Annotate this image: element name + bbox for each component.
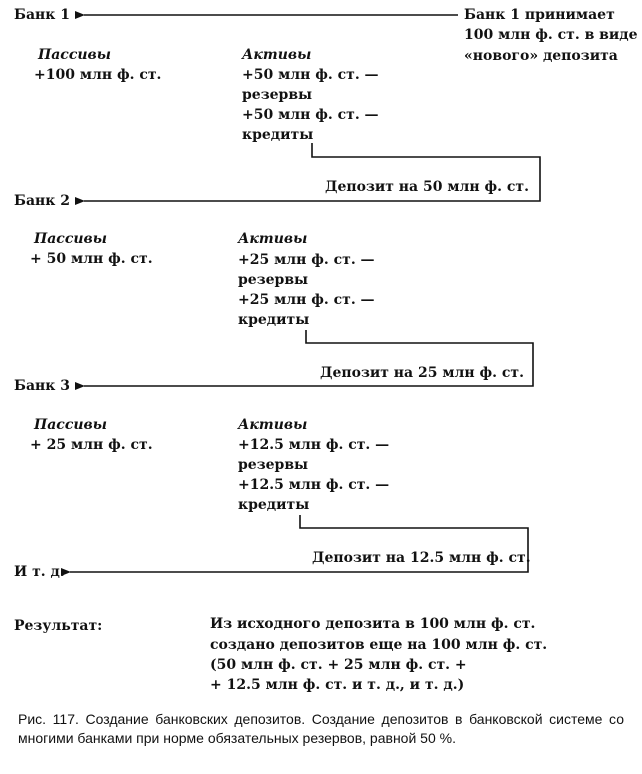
bank1-liabilities-value: +100 млн ф. ст. [34, 67, 162, 83]
deposit-12-5-label: Депозит на 12.5 млн ф. ст. [312, 550, 531, 566]
bank3-liabilities-value: + 25 млн ф. ст. [30, 437, 153, 453]
etc-label: И т. д. [14, 564, 65, 580]
bank3-label: Банк 3 [14, 378, 71, 394]
bank2-liabilities-value: + 50 млн ф. ст. [30, 251, 153, 267]
bank1-assets-line-4: кредиты [242, 127, 314, 143]
bank2-assets-title: Активы [238, 231, 308, 247]
bank1-assets-line-2: резервы [242, 87, 313, 103]
bank3-assets-line-3: +12.5 млн ф. ст. — [238, 477, 390, 493]
result-line-4: + 12.5 млн ф. ст. и т. д., и т. д.) [210, 677, 465, 693]
bank2-assets-line-4: кредиты [238, 312, 310, 328]
bank1-assets-title: Активы [242, 47, 312, 63]
bank3-assets-line-2: резервы [238, 457, 309, 473]
bank1-note-line-2: 100 млн ф. ст. в виде [464, 27, 638, 43]
result-line-3: (50 млн ф. ст. + 25 млн ф. ст. + [210, 657, 467, 673]
deposit-25-label: Депозит на 25 млн ф. ст. [320, 365, 524, 381]
bank3-assets-line-4: кредиты [238, 497, 310, 513]
bank2-assets-line-1: +25 млн ф. ст. — [238, 252, 375, 268]
bank2-assets-line-2: резервы [238, 272, 309, 288]
result-line-1: Из исходного депозита в 100 млн ф. ст. [210, 616, 536, 632]
deposit-50-label: Депозит на 50 млн ф. ст. [325, 179, 529, 195]
bank1-assets-line-1: +50 млн ф. ст. — [242, 67, 379, 83]
bank1-note-line-1: Банк 1 принимает [464, 7, 615, 23]
bank1-liabilities-title: Пассивы [38, 47, 111, 63]
result-line-2: создано депозитов еще на 100 млн ф. ст. [210, 637, 548, 653]
bank1-note-line-3: «нового» депозита [464, 48, 618, 64]
bank3-liabilities-title: Пассивы [34, 417, 107, 433]
bank1-assets-line-3: +50 млн ф. ст. — [242, 107, 379, 123]
result-label: Результат: [14, 618, 103, 634]
bank1-label: Банк 1 [14, 7, 71, 23]
bank3-assets-title: Активы [238, 417, 308, 433]
bank3-assets-line-1: +12.5 млн ф. ст. — [238, 437, 390, 453]
bank2-label: Банк 2 [14, 193, 71, 209]
figure-caption: Рис. 117. Создание банковских депозитов. Создание депозитов в банковской системе со многими банками при норме обязательных резервов, равной 50 %. [18, 711, 624, 746]
bank2-assets-line-3: +25 млн ф. ст. — [238, 292, 375, 308]
bank2-liabilities-title: Пассивы [34, 231, 107, 247]
